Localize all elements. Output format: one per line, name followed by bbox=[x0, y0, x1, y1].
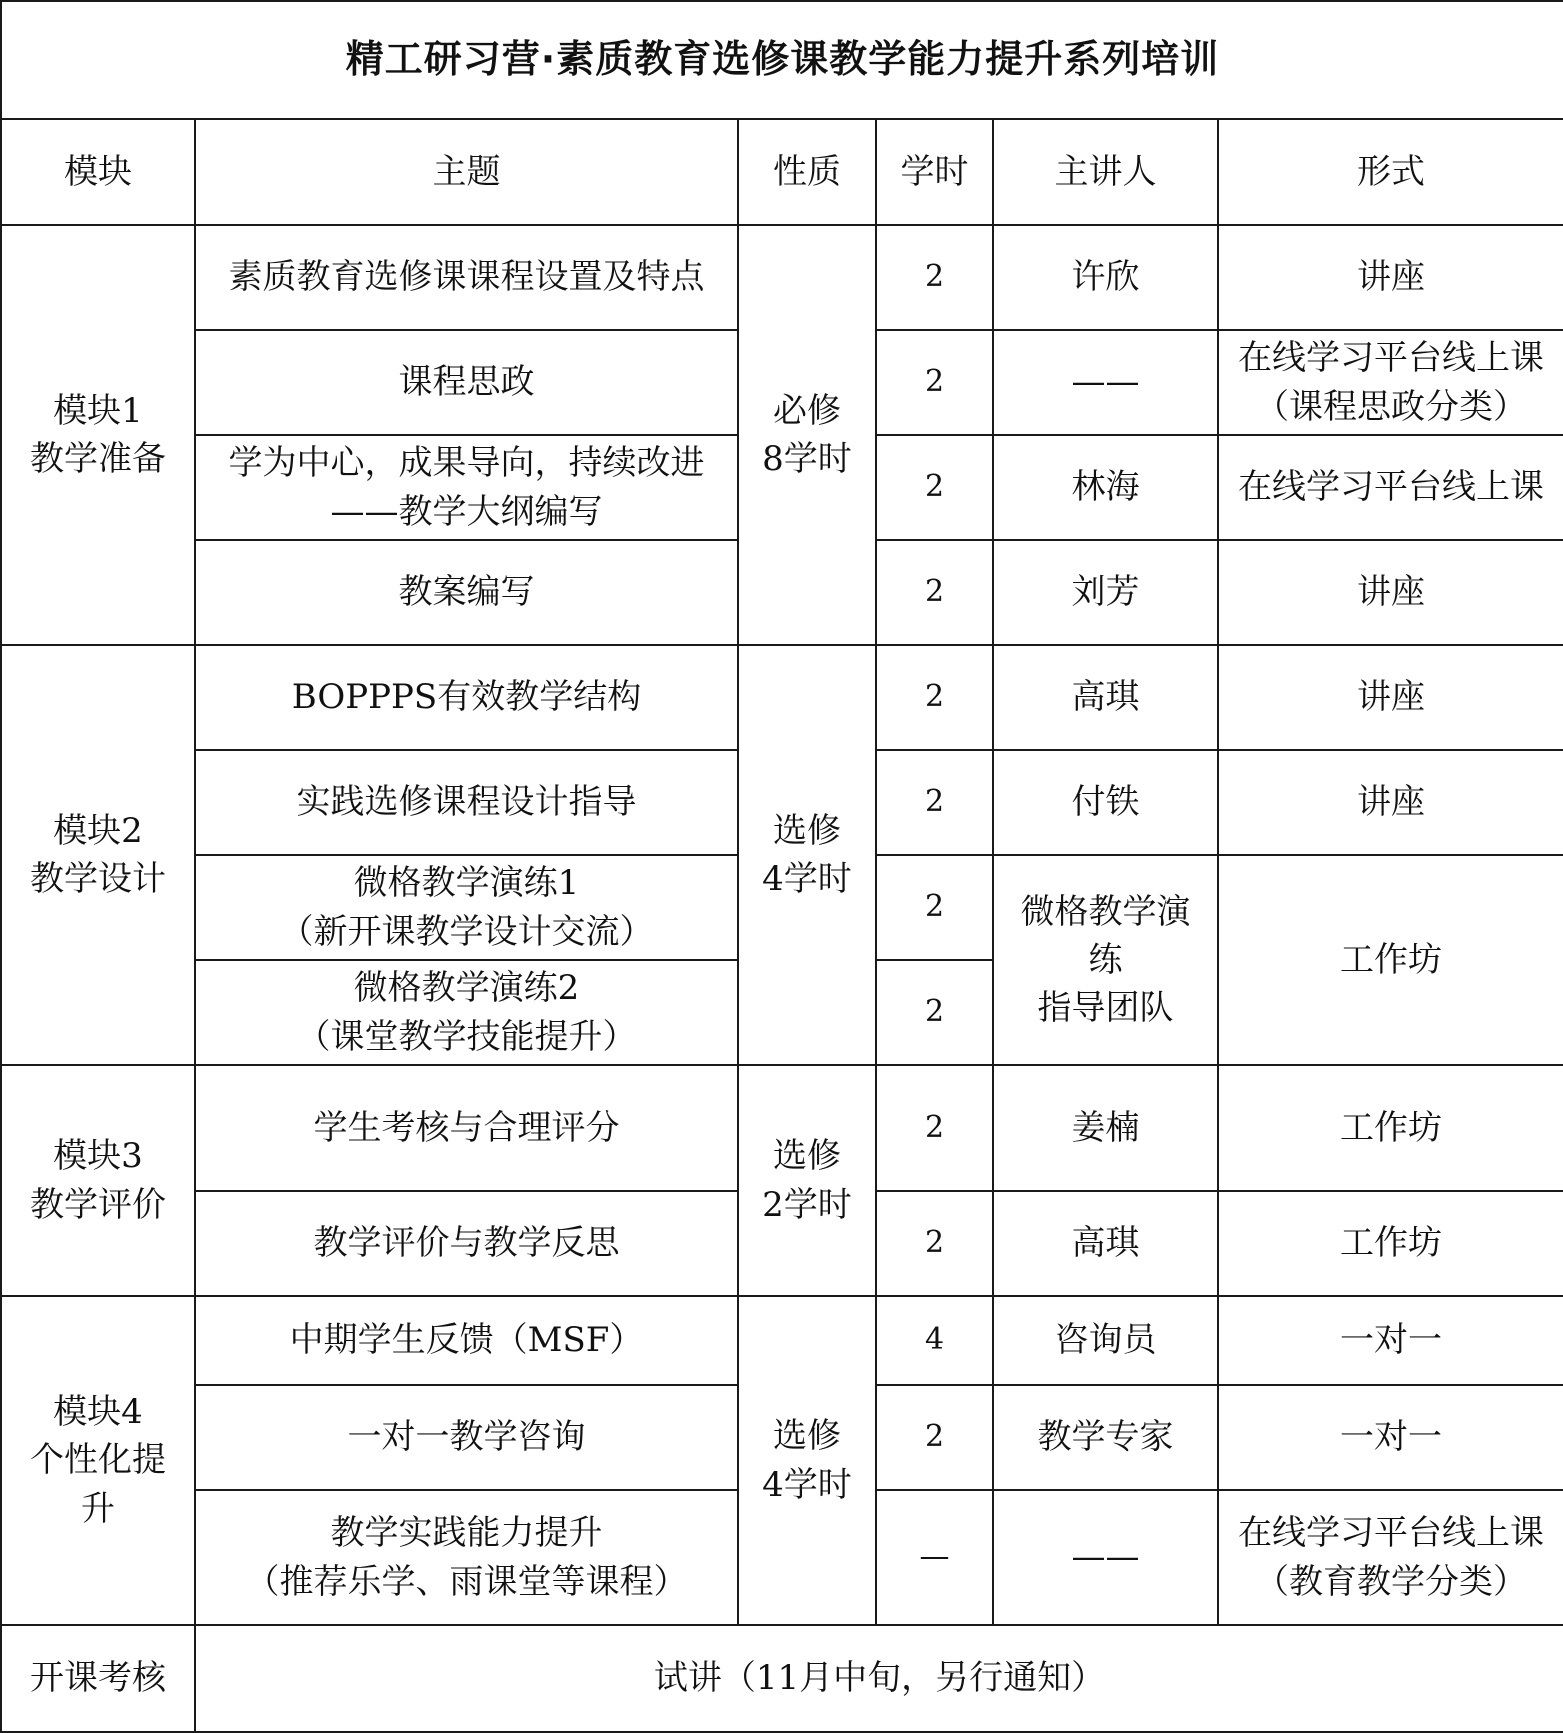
module-name: 模块3 教学评价 bbox=[1, 1065, 195, 1296]
speaker-cell: —— bbox=[993, 330, 1218, 435]
topic-cell: 一对一教学咨询 bbox=[195, 1385, 738, 1490]
module-name: 模块2 教学设计 bbox=[1, 645, 195, 1065]
nature-cell: 必修 8学时 bbox=[738, 225, 876, 645]
hours-cell: 2 bbox=[876, 1065, 993, 1191]
format-cell: 在线学习平台线上课 bbox=[1218, 435, 1563, 540]
speaker-cell: 高琪 bbox=[993, 1191, 1218, 1296]
topic-cell: 素质教育选修课课程设置及特点 bbox=[195, 225, 738, 330]
speaker-cell: —— bbox=[993, 1490, 1218, 1625]
hours-cell: 2 bbox=[876, 225, 993, 330]
speaker-cell: 付铁 bbox=[993, 750, 1218, 855]
page-title: 精工研习营·素质教育选修课教学能力提升系列培训 bbox=[1, 1, 1563, 119]
hours-cell: 2 bbox=[876, 1385, 993, 1490]
hours-cell: — bbox=[876, 1490, 993, 1625]
topic-cell: 微格教学演练1 （新开课教学设计交流） bbox=[195, 855, 738, 960]
header-row bbox=[1, 119, 1563, 225]
format-cell: 讲座 bbox=[1218, 540, 1563, 645]
format-cell: 工作坊 bbox=[1218, 855, 1563, 1065]
topic-cell: 学生考核与合理评分 bbox=[195, 1065, 738, 1191]
table-row bbox=[1, 1065, 1563, 1191]
module-name: 模块1 教学准备 bbox=[1, 225, 195, 645]
topic-cell: 中期学生反馈（MSF） bbox=[195, 1296, 738, 1385]
hours-cell: 2 bbox=[876, 435, 993, 540]
assessment-label: 开课考核 bbox=[1, 1625, 195, 1732]
topic-cell: 教案编写 bbox=[195, 540, 738, 645]
topic-cell: 教学评价与教学反思 bbox=[195, 1191, 738, 1296]
hours-cell: 2 bbox=[876, 330, 993, 435]
header-nature: 性质 bbox=[738, 119, 876, 225]
assessment-row bbox=[1, 1625, 1563, 1732]
speaker-cell: 咨询员 bbox=[993, 1296, 1218, 1385]
nature-cell: 选修 2学时 bbox=[738, 1065, 876, 1296]
title-row bbox=[1, 1, 1563, 119]
speaker-cell: 刘芳 bbox=[993, 540, 1218, 645]
speaker-cell: 姜楠 bbox=[993, 1065, 1218, 1191]
header-speaker: 主讲人 bbox=[993, 119, 1218, 225]
topic-cell: 教学实践能力提升 （推荐乐学、雨课堂等课程） bbox=[195, 1490, 738, 1625]
topic-cell: 微格教学演练2 （课堂教学技能提升） bbox=[195, 960, 738, 1065]
table-row bbox=[1, 1296, 1563, 1385]
format-cell: 一对一 bbox=[1218, 1296, 1563, 1385]
nature-cell: 选修 4学时 bbox=[738, 645, 876, 1065]
format-cell: 讲座 bbox=[1218, 750, 1563, 855]
topic-cell: 学为中心，成果导向，持续改进 ——教学大纲编写 bbox=[195, 435, 738, 540]
speaker-cell: 高琪 bbox=[993, 645, 1218, 750]
format-cell: 讲座 bbox=[1218, 225, 1563, 330]
format-cell: 一对一 bbox=[1218, 1385, 1563, 1490]
format-cell: 在线学习平台线上课 （教育教学分类） bbox=[1218, 1490, 1563, 1625]
header-module: 模块 bbox=[1, 119, 195, 225]
assessment-content: 试讲（11月中旬，另行通知） bbox=[195, 1625, 1563, 1732]
table-row bbox=[1, 645, 1563, 750]
speaker-cell: 许欣 bbox=[993, 225, 1218, 330]
format-cell: 工作坊 bbox=[1218, 1191, 1563, 1296]
speaker-cell: 微格教学演 练 指导团队 bbox=[993, 855, 1218, 1065]
topic-cell: BOPPPS有效教学结构 bbox=[195, 645, 738, 750]
hours-cell: 2 bbox=[876, 960, 993, 1065]
speaker-cell: 教学专家 bbox=[993, 1385, 1218, 1490]
hours-cell: 2 bbox=[876, 1191, 993, 1296]
header-hours: 学时 bbox=[876, 119, 993, 225]
header-format: 形式 bbox=[1218, 119, 1563, 225]
speaker-cell: 林海 bbox=[993, 435, 1218, 540]
hours-cell: 4 bbox=[876, 1296, 993, 1385]
nature-cell: 选修 4学时 bbox=[738, 1296, 876, 1625]
table-row bbox=[1, 225, 1563, 330]
module-name: 模块4 个性化提 升 bbox=[1, 1296, 195, 1625]
hours-cell: 2 bbox=[876, 855, 993, 960]
hours-cell: 2 bbox=[876, 540, 993, 645]
topic-cell: 实践选修课程设计指导 bbox=[195, 750, 738, 855]
format-cell: 讲座 bbox=[1218, 645, 1563, 750]
hours-cell: 2 bbox=[876, 645, 993, 750]
hours-cell: 2 bbox=[876, 750, 993, 855]
format-cell: 工作坊 bbox=[1218, 1065, 1563, 1191]
format-cell: 在线学习平台线上课 （课程思政分类） bbox=[1218, 330, 1563, 435]
topic-cell: 课程思政 bbox=[195, 330, 738, 435]
header-topic: 主题 bbox=[195, 119, 738, 225]
